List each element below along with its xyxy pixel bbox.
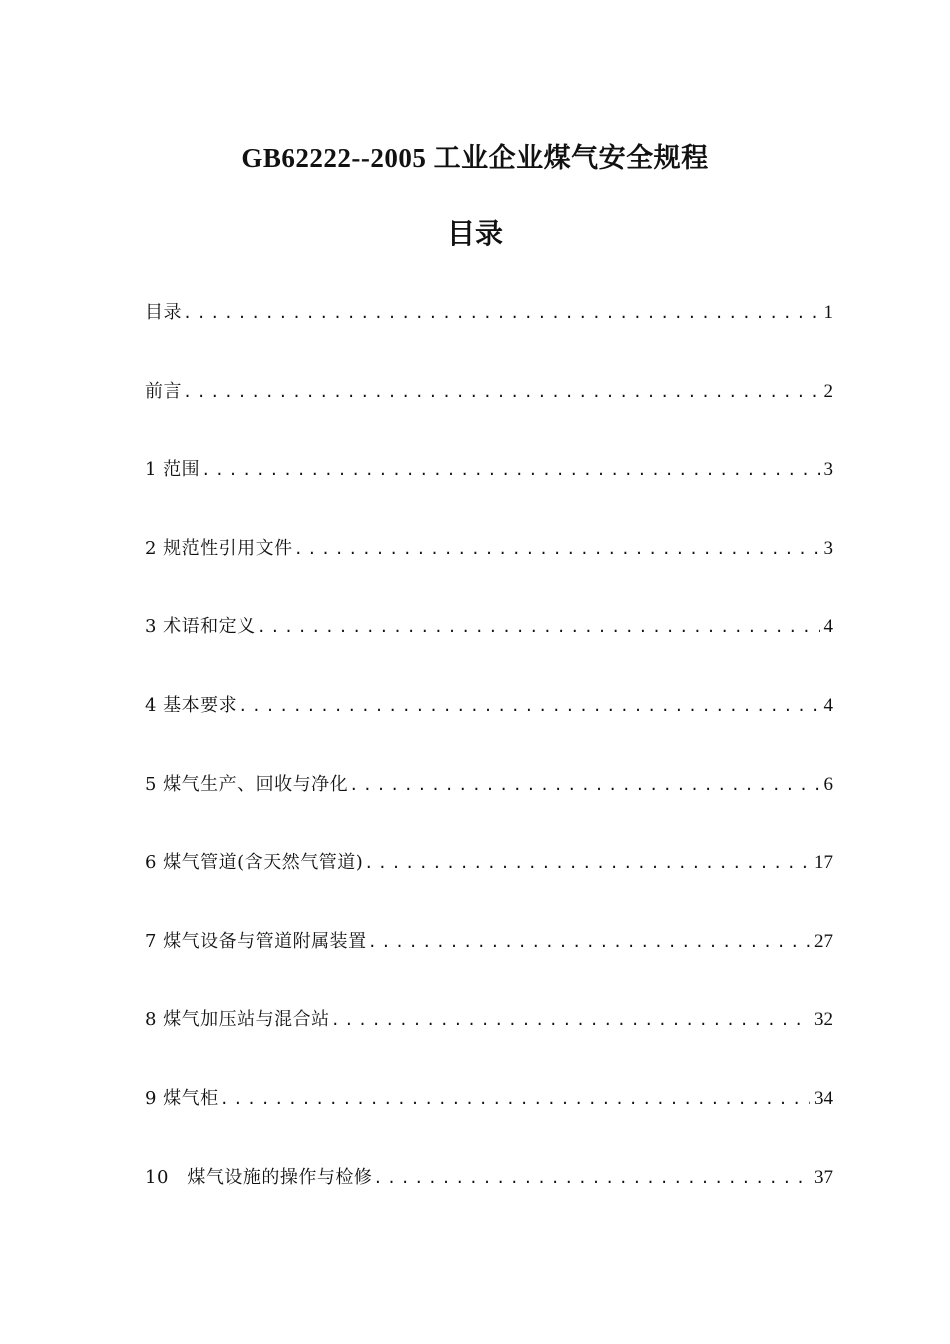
toc-entry-label: 目录 [145, 302, 182, 323]
toc-dot-leader [368, 925, 810, 959]
toc-entry-label: 9 煤气柜 [145, 1087, 219, 1109]
document-title: GB62222--2005 工业企业煤气安全规程 [241, 143, 709, 173]
toc-dot-leader [294, 532, 820, 566]
toc-dot-leader [183, 296, 820, 330]
toc-entry[interactable] [145, 296, 833, 375]
toc-dot-leader [257, 610, 820, 644]
toc-entry-label: 1 范围 [145, 459, 201, 481]
toc-entry-label: 5 煤气生产、回收与净化 [145, 773, 349, 795]
toc-entry[interactable] [145, 1161, 833, 1240]
toc-entry-page: 3 [823, 537, 833, 559]
toc-entry[interactable] [145, 846, 833, 925]
toc-entry-page: 27 [814, 930, 833, 952]
toc-entry-page: 32 [814, 1009, 833, 1031]
toc-entry[interactable] [145, 532, 833, 611]
toc-entry-page: 4 [823, 616, 833, 638]
toc-dot-leader [373, 1161, 810, 1195]
toc-dot-leader [183, 375, 820, 409]
toc-entry[interactable] [145, 768, 833, 847]
toc-entry-label: 2 规范性引用文件 [145, 537, 293, 559]
toc-entry[interactable] [145, 610, 833, 689]
toc-entry[interactable] [145, 689, 833, 768]
toc-entry-page: 6 [823, 773, 833, 795]
toc-entry[interactable] [145, 375, 833, 454]
toc-entry-page: 3 [823, 459, 833, 481]
toc-dot-leader [331, 1003, 810, 1037]
toc-entry-label: 8 煤气加压站与混合站 [145, 1009, 330, 1031]
toc-entry-label: 3 术语和定义 [145, 616, 256, 638]
toc-dot-leader [201, 453, 819, 487]
toc-dot-leader [220, 1082, 810, 1116]
toc-entry-label: 6 煤气管道(含天然气管道) [145, 852, 364, 874]
toc-entry[interactable] [145, 1082, 833, 1161]
toc-entry-page: 34 [814, 1087, 833, 1109]
toc-dot-leader [349, 768, 819, 802]
toc-entry-page: 17 [814, 852, 833, 874]
table-of-contents [145, 296, 833, 1239]
toc-entry-page: 37 [814, 1166, 833, 1188]
toc-entry[interactable] [145, 1003, 833, 1082]
toc-entry-label: 7 煤气设备与管道附属装置 [145, 930, 367, 952]
toc-entry-page: 4 [823, 694, 833, 716]
toc-entry[interactable] [145, 453, 833, 532]
toc-entry-page: 2 [823, 380, 833, 402]
toc-entry-label: 10 煤气设施的操作与检修 [145, 1166, 373, 1188]
toc-dot-leader [364, 846, 810, 880]
toc-entry-label: 4 基本要求 [145, 694, 238, 716]
toc-dot-leader [238, 689, 819, 723]
toc-entry[interactable] [145, 925, 833, 1004]
toc-entry-label: 前言 [145, 380, 182, 402]
toc-heading: 目录 [446, 217, 503, 250]
toc-entry-page: 1 [823, 302, 833, 323]
